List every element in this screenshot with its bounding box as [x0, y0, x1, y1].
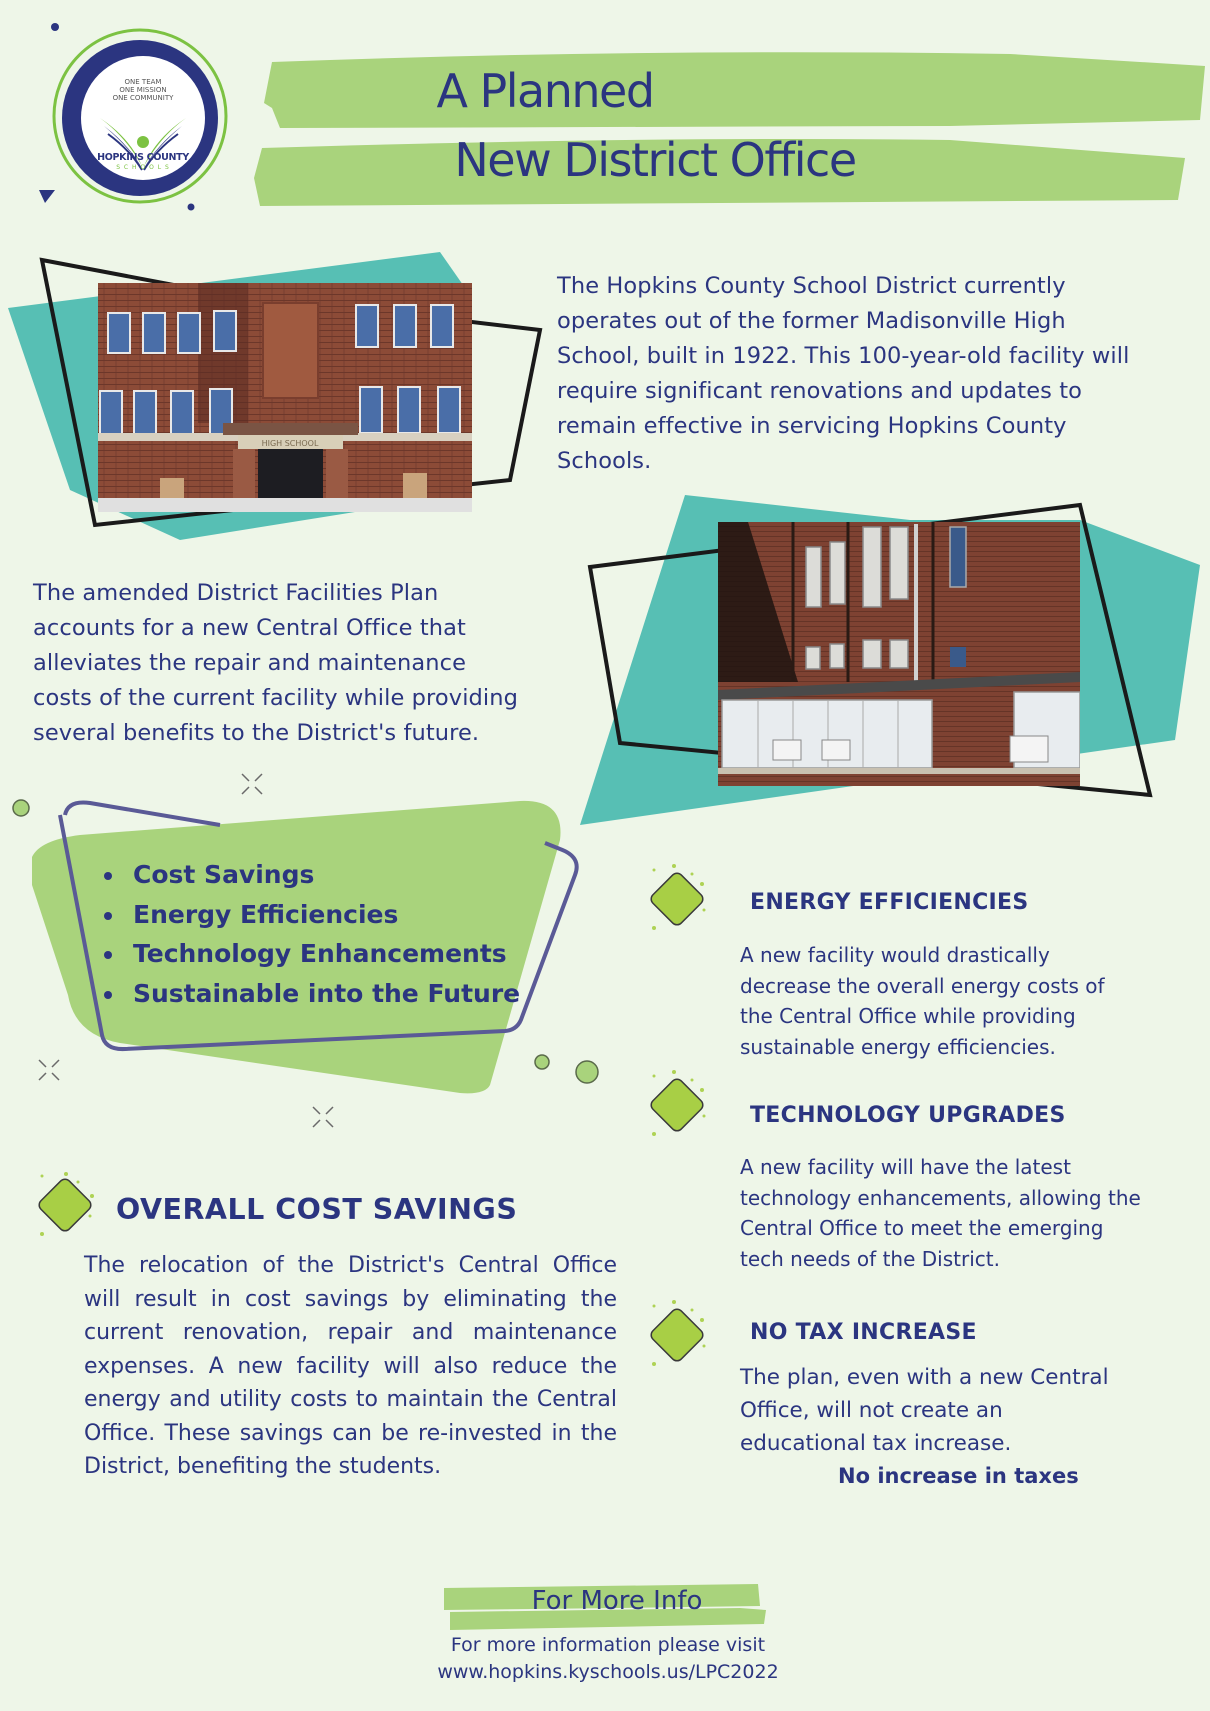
benefit-item: Technology Enhancements [102, 934, 520, 974]
energy-diamond-icon [640, 862, 716, 938]
intro-paragraph: The Hopkins County School District currently operates out of the former Madisonville High School, built in 1922. This 100-year-old facility will require significant renovations and updates to remain effective in servicing Hopkins County Schools. [557, 273, 1130, 474]
no-tax-diamond-icon [640, 1298, 716, 1374]
building-front-photo [98, 283, 472, 512]
cost-savings-diamond-icon [28, 1168, 104, 1244]
logo-subname: S C H O O L S [116, 164, 170, 171]
svg-text:HIGH SCHOOL: HIGH SCHOOL [261, 439, 319, 448]
technology-body: A new facility will have the latest technology enhancements, allowing the Central Office to meet the emerging tech needs of the District. [740, 1155, 1141, 1271]
building-front-image [98, 283, 472, 512]
decorative-circle [573, 1058, 601, 1086]
benefit-item: Cost Savings [102, 855, 520, 895]
energy-body: A new facility would drastically decrease the overall energy costs of the Central Office while providing sustainable energy efficiencies. [740, 943, 1105, 1059]
cost-savings-heading: OVERALL COST SAVINGS [116, 1193, 518, 1226]
benefit-item: Energy Efficiencies [102, 895, 520, 935]
logo-tagline: ONE TEAM ONE MISSION ONE COMMUNITY [112, 78, 174, 102]
decorative-sparkle [238, 772, 266, 796]
footer-info: For more information please visit www.hopkins.kyschools.us/LPC2022 [437, 1634, 779, 1683]
footer-url-link[interactable]: www.hopkins.kyschools.us/LPC2022 [437, 1661, 779, 1683]
page-title-line2: New District Office [454, 133, 856, 187]
footer-title: For More Info [531, 1586, 703, 1616]
energy-heading: ENERGY EFFICIENCIES [750, 890, 1029, 915]
logo-name: HOPKINS COUNTY [97, 152, 189, 163]
no-tax-callout: No increase in taxes [838, 1464, 1079, 1488]
building-side-image [718, 522, 1080, 786]
decorative-circle [532, 1052, 552, 1072]
building-side-photo [718, 522, 1080, 786]
technology-diamond-icon [640, 1068, 716, 1144]
cost-savings-body: The relocation of the District's Central Office will result in cost savings by eliminating the current renovation, repair and maintenance expenses. A new facility will also reduce the energy and utility costs to maintain the Central Office. These savings can be re-invested in the District, benefiting the students. [84, 1253, 617, 1479]
benefits-list [102, 855, 520, 1013]
page-title-line1: A Planned [436, 64, 654, 118]
benefit-item: Sustainable into the Future [102, 974, 520, 1014]
technology-heading: TECHNOLOGY UPGRADES [750, 1103, 1066, 1128]
decorative-sparkle [36, 1058, 62, 1082]
decorative-sparkle [310, 1105, 336, 1129]
no-tax-heading: NO TAX INCREASE [750, 1320, 977, 1345]
plan-paragraph: The amended District Facilities Plan accounts for a new Central Office that alleviates the repair and maintenance costs of the current facility while providing several benefits to the District's future. [33, 580, 519, 746]
no-tax-body: The plan, even with a new Central Office, will not create an educational tax increase. [740, 1365, 1109, 1456]
